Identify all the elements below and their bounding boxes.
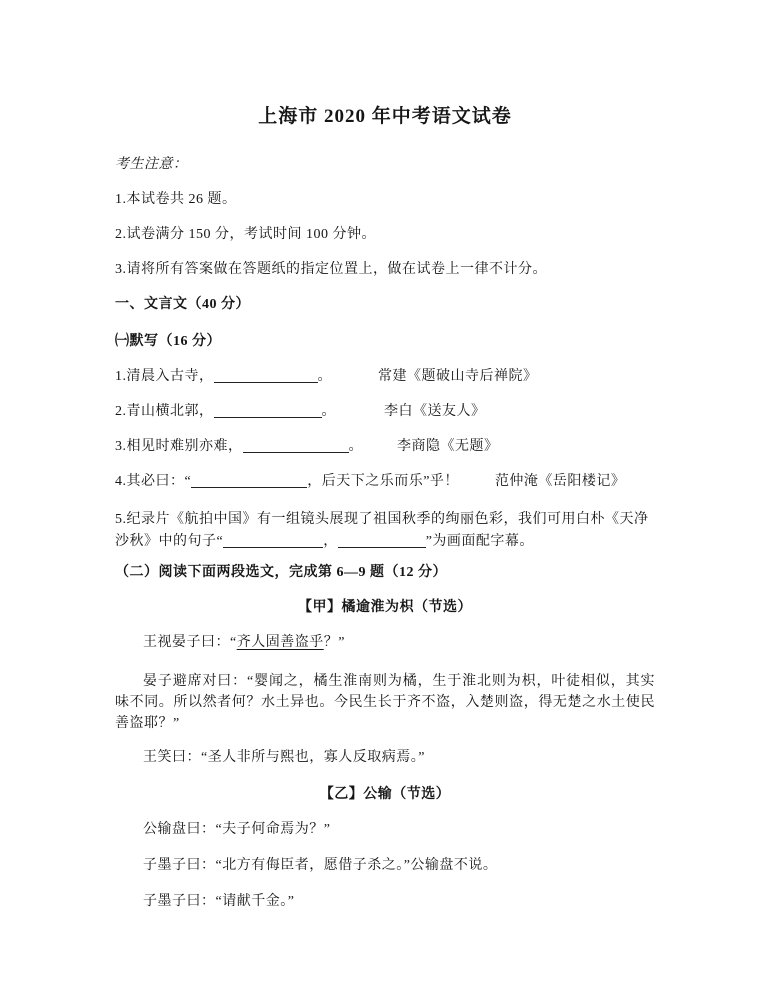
dictation-item-3: [115, 439, 655, 455]
dictation-item-5-line2: [115, 531, 655, 553]
passage-jia-paragraph-3: 王笑曰：“圣人非所与熙也，寡人反取病焉。”: [143, 750, 425, 765]
dictation-item-4-source: 范仲淹《岳阳楼记》: [494, 474, 626, 489]
reading-section-heading: （二）阅读下面两段选文，完成第 6—9 题（12 分）: [115, 565, 447, 580]
dictation-item-1: [115, 369, 655, 385]
dictation-item-2: [115, 404, 655, 420]
answer-blank: [214, 381, 318, 383]
answer-blank: [243, 451, 349, 453]
notice-item-3: 3.请将所有答案做在答题纸的指定位置上，做在试卷上一律不计分。: [115, 262, 547, 277]
dictation-item-5-text: 沙秋》中的句子“: [115, 534, 224, 549]
dictation-item-1-source: 常建《题破山寺后禅院》: [378, 369, 538, 384]
passage-jia-paragraph-1: [115, 635, 655, 651]
passage-yi-paragraph-2: 子墨子曰：“北方有侮臣者，愿借子杀之。”公输盘不说。: [143, 858, 498, 873]
notice-item-1: 1.本试卷共 26 题。: [115, 192, 237, 207]
jia-p1-tail: ？”: [323, 635, 345, 650]
passage-yi-heading: 【乙】公输（节选）: [319, 787, 451, 802]
dictation-item-4: [115, 474, 655, 490]
dictation-item-5-tail: ”为画面配字幕。: [425, 534, 534, 549]
dictation-item-3-punct: 。: [348, 439, 363, 454]
notice-header: 考生注意：: [115, 157, 188, 172]
dictation-item-5-comma: ，: [323, 534, 338, 549]
notice-item-2: 2.试卷满分 150 分，考试时间 100 分钟。: [115, 227, 376, 242]
answer-blank: [223, 546, 323, 548]
passage-jia-heading: 【甲】橘逾淮为枳（节选）: [298, 600, 472, 615]
answer-blank: [214, 416, 322, 418]
dictation-item-2-source: 李白《送友人》: [384, 404, 486, 419]
section-one-heading: 一、文言文（40 分）: [115, 297, 250, 312]
dictation-item-3-source: 李商隐《无题》: [397, 439, 499, 454]
jia-p1-underlined-phrase: 齐人固善盗乎: [236, 635, 324, 650]
dictation-item-1-text: 1.清晨入古寺，: [115, 369, 214, 384]
dictation-item-5-line1: 5.纪录片《航拍中国》有一组镜头展现了祖国秋季的绚丽色彩，我们可用白朴《天净: [115, 512, 649, 527]
page-title: 上海市 2020 年中考语文试卷: [258, 106, 512, 127]
dictation-item-3-text: 3.相见时难别亦难，: [115, 439, 243, 454]
dictation-item-4-punct: ，后天下之乐而乐”乎！: [307, 474, 459, 489]
passage-jia-paragraph-2: 晏子避席对曰：“婴闻之，橘生淮南则为橘，生于淮北则为枳，叶徒相似，其实味不同。所以然者何？水土异也。今民生长于齐不盗，入楚则盗，得无楚之水土使民善盗耶？”: [115, 674, 655, 731]
dictation-item-4-text: 4.其必曰：“: [115, 474, 192, 489]
jia-p1-lead: 王视晏子曰：“: [143, 635, 237, 650]
passage-yi-paragraph-3: 子墨子曰：“请献千金。”: [143, 894, 295, 909]
dictation-item-2-text: 2.青山横北郭，: [115, 404, 214, 419]
answer-blank: [191, 486, 307, 488]
dictation-item-1-punct: 。: [317, 369, 332, 384]
passage-yi-paragraph-1: 公输盘曰：“夫子何命焉为？”: [143, 822, 331, 837]
dictation-heading: ㈠默写（16 分）: [115, 334, 221, 349]
dictation-item-2-punct: 。: [321, 404, 336, 419]
answer-blank: [338, 546, 426, 548]
dictation-item-5: [115, 509, 655, 553]
